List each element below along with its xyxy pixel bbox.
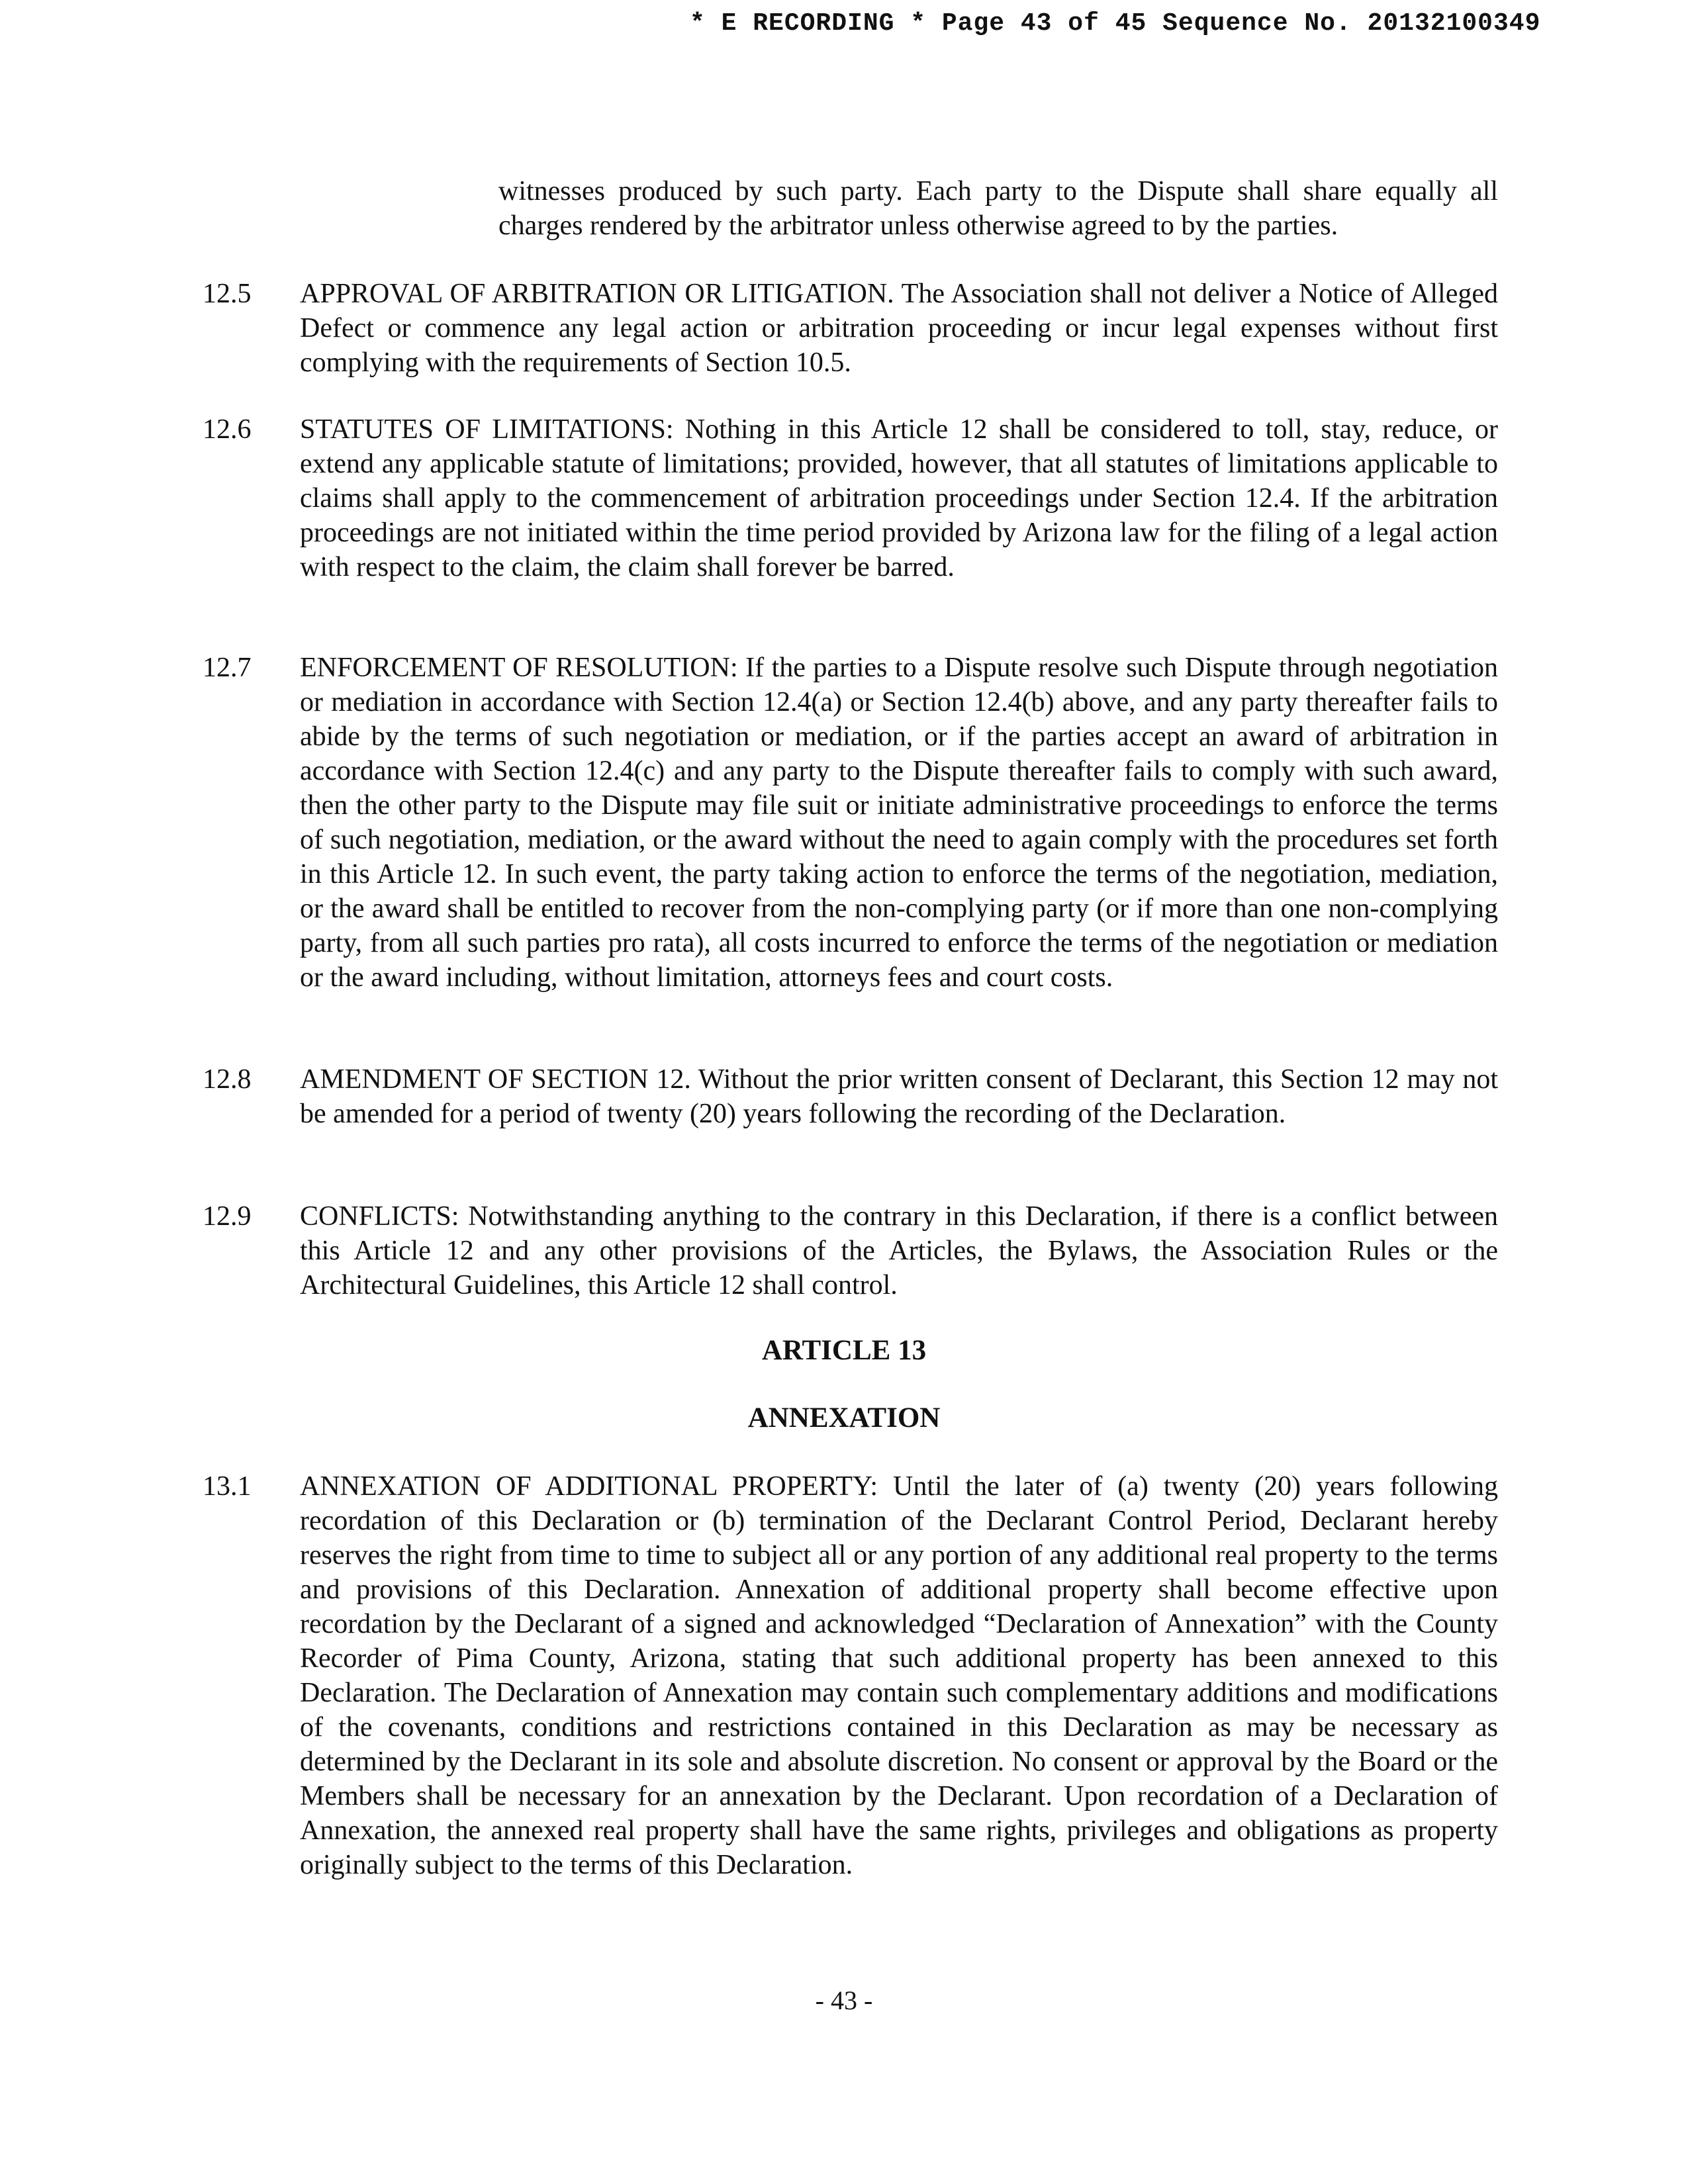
continuation-paragraph: witnesses produced by such party. Each party to the Dispute shall share equally all charges rendered by the arbitrator unless otherwise agreed to by the parties.: [498, 176, 1498, 241]
section-text: AMENDMENT OF SECTION 12. Without the prior written consent of Declarant, this Section 12 may not be amended for a period of twenty (20) years following the recording of the Declaration.: [300, 1064, 1498, 1129]
section-number: 12.8: [203, 1064, 252, 1095]
section-number: 13.1: [203, 1471, 252, 1502]
section-text: APPROVAL OF ARBITRATION OR LITIGATION. The Association shall not deliver a Notice of Alleged Defect or commence any legal action or arbitration proceeding or incur legal expenses without first complying with the requirements of Section 10.5.: [300, 279, 1498, 378]
section-text: STATUTES OF LIMITATIONS: Nothing in this Article 12 shall be considered to toll, stay, reduce, or extend any applicable statute of limitations; provided, however, that all statutes of limitations applicable to claims shall apply to the commencement of arbitration proceedings under Section 12.4. If the arbitration proceedings are not initiated within the time period provided by Arizona law for the filing of a legal action with respect to the claim, the claim shall forever be barred.: [300, 414, 1498, 582]
article-number-heading: ARTICLE 13: [761, 1335, 927, 1366]
page-number-footer: - 43 -: [815, 1985, 873, 2015]
section-number: 12.6: [203, 414, 252, 445]
section-text: ANNEXATION OF ADDITIONAL PROPERTY: Until the later of (a) twenty (20) years following recordation of this Declaration or (b) termination of the Declarant Control Period, Declarant hereby reserves the right from time to time to subject all or any portion of any additional real property to the terms and provisions of this Declaration. Annexation of additional property shall become effective upon recordation by the Declarant of a signed and acknowledged “Declaration of Annexation” with the County Recorder of Pima County, Arizona, stating that such additional property has been annexed to this Declaration. The Declaration of Annexation may contain such complementary additions and modifications of the covenants, conditions and restrictions contained in this Declaration as may be necessary as determined by the Declarant in its sole and absolute discretion. No consent or approval by the Board or the Members shall be necessary for an annexation by the Declarant. Upon recordation of a Declaration of Annexation, the annexed real property shall have the same rights, privileges and obligations as property originally subject to the terms of this Declaration.: [300, 1471, 1498, 1880]
section-text: CONFLICTS: Notwithstanding anything to the contrary in this Declaration, if there is a conflict between this Article 12 and any other provisions of the Articles, the Bylaws, the Association Rules or the Architectural Guidelines, this Article 12 shall control.: [300, 1201, 1498, 1300]
section-text: ENFORCEMENT OF RESOLUTION: If the parties to a Dispute resolve such Dispute through negotiation or mediation in accordance with Section 12.4(a) or Section 12.4(b) above, and any party thereafter fails to abide by the terms of such negotiation or mediation, or if the parties accept an award of arbitration in accordance with Section 12.4(c) and any party to the Dispute thereafter fails to comply with such award, then the other party to the Dispute may file suit or initiate administrative proceedings to enforce the terms of such negotiation, mediation, or the award without the need to again comply with the procedures set forth in this Article 12. In such event, the party taking action to enforce the terms of the negotiation, mediation, or the award shall be entitled to recover from the non-complying party (or if more than one non-complying party, from all such parties pro rata), all costs incurred to enforce the terms of the negotiation or mediation or the award including, without limitation, attorneys fees and court costs.: [300, 653, 1498, 993]
recording-header: * E RECORDING * Page 43 of 45 Sequence No. 20132100349: [690, 9, 1541, 38]
section-number: 12.7: [203, 653, 252, 683]
article-title-heading: ANNEXATION: [747, 1402, 941, 1433]
section-number: 12.5: [203, 279, 252, 309]
section-number: 12.9: [203, 1201, 252, 1232]
